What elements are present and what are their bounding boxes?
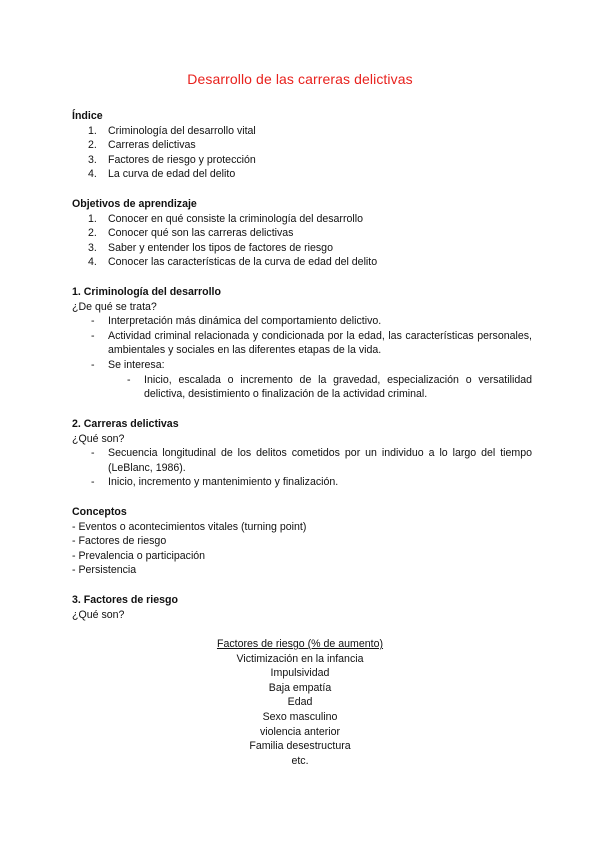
list-item: 1. Conocer en qué consiste la criminología del desarrollo [88,212,363,225]
list-item: 1. Criminología del desarrollo vital [88,124,256,137]
section-factores [72,593,532,622]
objetivos-section [72,197,532,270]
section-conceptos [72,505,532,578]
list-item: 2. Carreras delictivas [88,139,196,152]
factor-item: violencia anterior [259,725,341,738]
objetivos-list [72,212,532,270]
factor-item: etc. [291,754,309,767]
bullet-item: - Inicio, incremento y mantenimiento y finalización. [72,475,532,490]
section-question: ¿Qué son? [72,432,125,445]
factor-item: Victimización en la infancia [236,652,364,665]
list-item: 3. Factores de riesgo y protección [88,153,256,166]
factor-item: Baja empatía [268,681,332,694]
list-item: 4. Conocer las características de la curva de edad del delito [88,256,378,269]
factor-item: Impulsividad [270,667,330,680]
section-question: ¿Qué son? [72,608,125,621]
list-item: - Prevalencia o participación [72,549,206,562]
section-question: ¿De qué se trata? [72,300,157,313]
section-heading: 3. Factores de riesgo [72,594,178,606]
section-heading: Conceptos [72,506,127,518]
bullet-item: - Se interesa: [72,358,532,373]
factor-item: Edad [287,696,313,709]
factors-list-title: Factores de riesgo (% de aumento) [216,638,384,650]
section-heading: 1. Criminología del desarrollo [72,286,221,298]
list-item: 2. Conocer qué son las carreras delictivas [88,227,294,240]
indice-section [72,109,532,182]
list-item: - Persistencia [72,564,137,577]
list-item: - Eventos o acontecimientos vitales (turning point) [72,520,307,533]
bullet-item: - Secuencia longitudinal de los delitos cometidos por un individuo a lo largo del tiempo (LeBlanc, 1986). [72,446,532,475]
factor-item: Familia desestructura [249,740,351,753]
factor-item: Sexo masculino [262,710,338,723]
bullet-item: - Actividad criminal relacionada y condicionada por la edad, las características personales, ambientales y sociales en las diferentes etapas de la vida. [72,329,532,358]
indice-heading: Índice [72,110,103,122]
bullet-item: - Interpretación más dinámica del comportamiento delictivo. [72,314,532,329]
list-item: - Factores de riesgo [72,535,167,548]
list-item: 3. Saber y entender los tipos de factores de riesgo [88,241,333,254]
section-criminologia [72,285,532,402]
section-heading: 2. Carreras delictivas [72,418,179,430]
objetivos-heading: Objetivos de aprendizaje [72,198,197,210]
list-item: 4. La curva de edad del delito [88,168,236,181]
indice-list [72,124,532,182]
sub-bullet-item: - Inicio, escalada o incremento de la gravedad, especialización o versatilidad delictiva, desistimiento o finalización de la actividad criminal. [72,373,532,402]
document-title: Desarrollo de las carreras delictivas [187,71,413,87]
section-carreras [72,417,532,490]
factors-list [0,637,600,768]
